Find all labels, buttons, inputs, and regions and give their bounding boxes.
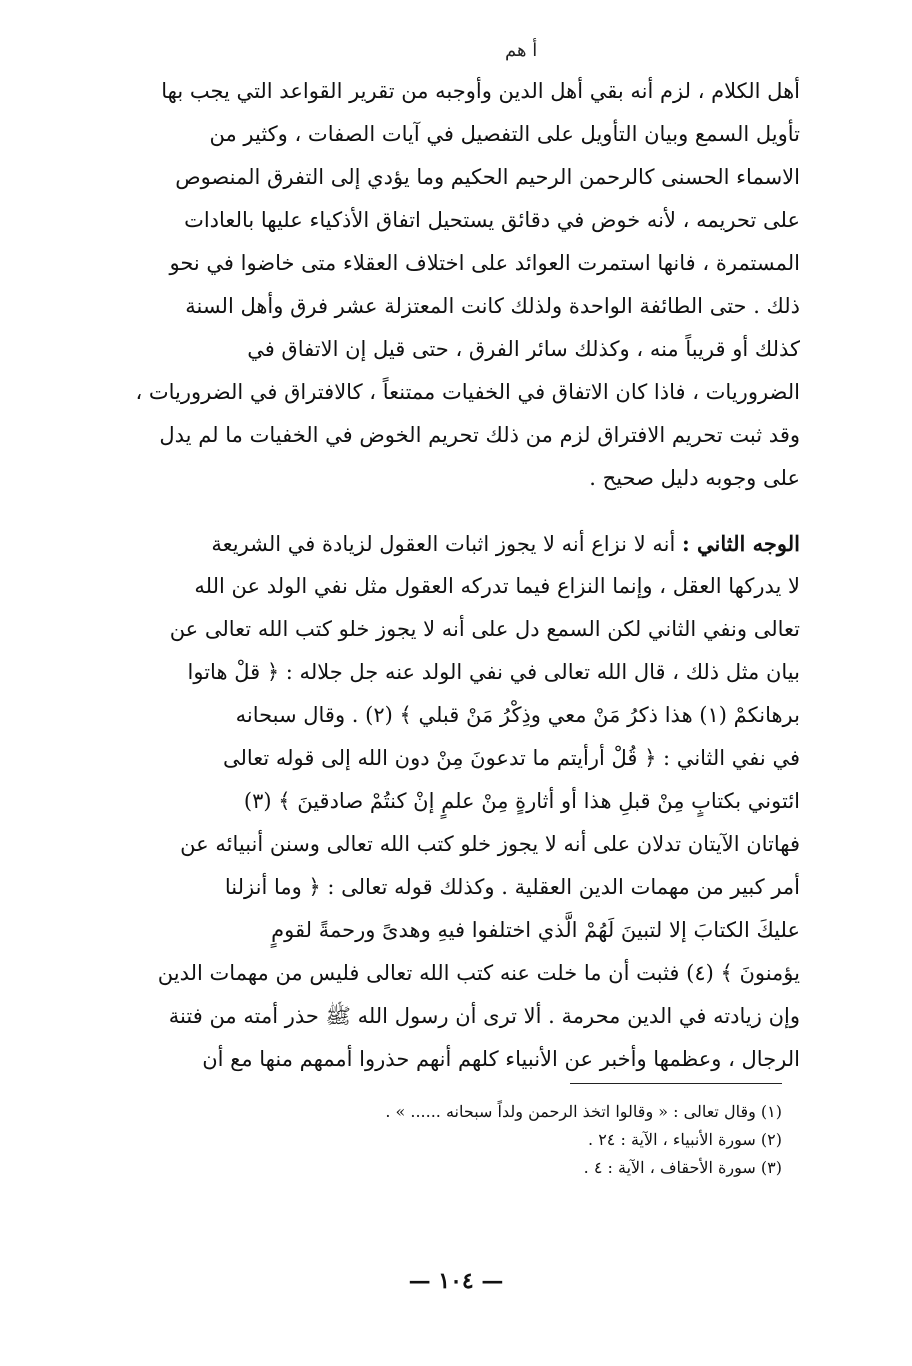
- text-line: فهاتان الآيتان تدلان على أنه لا يجوز خلو كتب الله تعالى وسنن أنبيائه عن: [180, 832, 800, 856]
- text-line: بيان مثل ذلك ، قال الله تعالى في نفي الولد عنه جل جلاله : ﴿ قلْ هاتوا: [187, 660, 800, 684]
- text-line: كذلك أو قريباً منه ، وكذلك سائر الفرق ، حتى قيل إن الاتفاق في: [247, 337, 800, 361]
- text-line: على وجوبه دليل صحيح .: [589, 466, 800, 490]
- text-line: الرجال ، وعظمها وأخبر عن الأنبياء كلهم أنهم حذروا أممهم منها مع أن: [202, 1047, 800, 1071]
- section-heading-rest: أنه لا نزاع أنه لا يجوز اثبات العقول لزيادة في الشريعة: [211, 532, 676, 556]
- text-line: في نفي الثاني : ﴿ قُلْ أرأيتم ما تدعونَ مِنْ دون الله إلى قوله تعالى: [222, 746, 800, 770]
- text-line: تعالى ونفي الثاني لكن السمع دل على أنه لا يجوز خلو كتب الله تعالى عن: [169, 617, 800, 641]
- text-line: الضروريات ، فاذا كان الاتفاق في الخفيات ممتنعاً ، كالافتراق في الضروريات ،: [135, 380, 800, 404]
- text-line: أهل الكلام ، لزم أنه بقي أهل الدين وأوجبه من تقرير القواعد التي يجب بها: [161, 79, 800, 103]
- text-line: ائتوني بكتابٍ مِنْ قبلِ هذا أو أثارةٍ مِنْ علمٍ إنْ كنتُمْ صادقينَ ﴾ (٣): [243, 789, 800, 813]
- text-line: المستمرة ، فانها استمرت العوائد على اختلاف العقلاء متى خاضوا في نحو: [169, 251, 800, 275]
- text-line: عليكَ الكتابَ إلا لتبينَ لَهُمْ الَّذي اختلفوا فيهِ وهدىً ورحمةً لقومٍ: [271, 918, 800, 942]
- main-text-block: [120, 70, 800, 1081]
- handwritten-marginal-note: أ هم: [505, 40, 538, 61]
- text-line: الاسماء الحسنى كالرحمن الرحيم الحكيم وما يؤدي إلى التفرق المنصوص: [175, 165, 800, 189]
- text-line: برهانكمْ (١) هذا ذكرُ مَنْ معي وذِكْرُ مَنْ قبلي ﴾ (٢) . وقال سبحانه: [235, 703, 800, 727]
- text-line: يؤمنونَ ﴾ (٤) فثبت أن ما خلت عنه كتب الله تعالى فليس من مهمات الدين: [157, 961, 800, 985]
- footnotes: [142, 1098, 782, 1182]
- text-line: ذلك . حتى الطائفة الواحدة ولذلك كانت المعتزلة عشر فرق وأهل السنة: [185, 294, 800, 318]
- text-line: [120, 522, 800, 565]
- footnote: (١) وقال تعالى : « وقالوا اتخذ الرحمن ولداً سبحانه ...... » .: [385, 1102, 782, 1121]
- footnote: (٢) سورة الأنبياء ، الآية : ٢٤ .: [588, 1130, 782, 1149]
- text-line: وقد ثبت تحريم الافتراق لزم من ذلك تحريم الخوض في الخفيات ما لم يدل: [159, 423, 800, 447]
- page-number: — ١٠٤ —: [408, 1268, 504, 1294]
- section-heading: الوجه الثاني :: [681, 531, 800, 556]
- footnote-divider: [570, 1083, 782, 1084]
- text-line: تأويل السمع وبيان التأويل على التفصيل في آيات الصفات ، وكثير من: [209, 122, 800, 146]
- footnote: (٣) سورة الأحقاف ، الآية : ٤ .: [583, 1158, 782, 1177]
- text-line: لا يدركها العقل ، وإنما النزاع فيما تدركه العقول مثل نفي الولد عن الله: [194, 574, 800, 598]
- text-line: على تحريمه ، لأنه خوض في دقائق يستحيل اتفاق الأذكياء عليها بالعادات: [184, 208, 800, 232]
- text-line: أمر كبير من مهمات الدين العقلية . وكذلك قوله تعالى : ﴿ وما أنزلنا: [224, 875, 800, 899]
- paragraph-gap: [120, 500, 800, 522]
- text-line: وإن زيادته في الدين محرمة . ألا ترى أن رسول الله ﷺ حذر أمته من فتنة: [168, 1004, 800, 1028]
